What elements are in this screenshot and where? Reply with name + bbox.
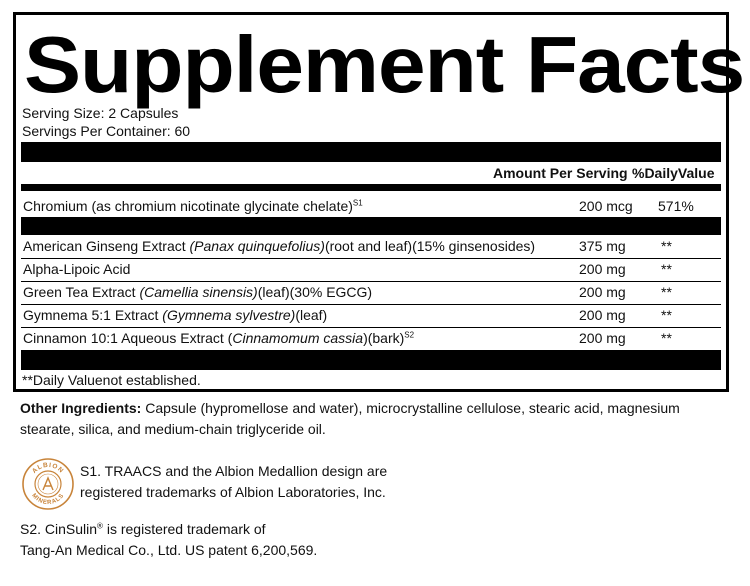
daily-value-footnote: **Daily Valuenot established.: [22, 372, 201, 388]
thick-divider-middle: [21, 217, 721, 235]
chromium-name: Chromium (as chromium nicotinate glycinate chelate)$^{S1}$: [23, 198, 363, 214]
other-ingredients: Other Ingredients: Capsule (hypromellose and water), microcrystalline cellulose, stearic acid, magnesium stearate, silica, and medium-chain triglyceride oil.: [20, 400, 680, 437]
other-ingredients-label: Other Ingredients:: [20, 400, 142, 416]
s1-trademark-note: S1. TRAACS and the Albion Medallion design are registered trademarks of Albion Laboratories, Inc.: [80, 463, 388, 500]
svg-text:MINERALS: MINERALS: [30, 492, 66, 507]
panel-title: Supplement Facts: [24, 20, 745, 109]
row-rule: [21, 327, 721, 328]
chromium-amount: 200 mcg: [579, 198, 633, 214]
row-rule: [21, 304, 721, 305]
s2-trademark-note: S2. CinSulin® is registered trademark of Tang-An Medical Co., Ltd. US patent 6,200,569.: [20, 521, 318, 558]
chromium-daily-value: 571%: [658, 198, 694, 214]
row-rule: [21, 281, 721, 282]
amount-per-serving-header: Amount Per Serving: [493, 165, 628, 181]
medium-divider-1: [21, 184, 721, 191]
row-rule: [21, 258, 721, 259]
thick-divider-top: [21, 142, 721, 162]
supplement-facts-panel: Supplement Facts Serving Size: 2 Capsules Servings Per Container: 60 Amount Per Serving %DailyValue Chromium (as chromium nicotinate glycinate chelate)$^{S1}$ 200 mcg 571% American Ginseng Extract (Panax quinquefolius)(root and leaf)(15% ginsenosides) 375 mg ** Alpha-Lipoic Acid 200 mg ** Green Tea Extract (Camellia sinensis)(leaf)(30% EGCG) 200 mg ** Gymnema 5:1 Extract (Gymnema sylvestre)(leaf) 200 mg ** Cinnamon 10:1 Aqueous Extract (Cinnamomum cassia)(bark)$^{S2}$ 200 mg ** **Daily Valuenot established.: [13, 12, 729, 392]
daily-value-header: %DailyValue: [632, 165, 715, 181]
serving-size: Serving Size: 2 Capsules: [22, 105, 179, 121]
albion-minerals-logo-icon: [22, 458, 74, 510]
svg-text:ALBION: ALBION: [30, 461, 66, 475]
servings-per-container: Servings Per Container: 60: [22, 123, 191, 139]
thick-divider-bottom: [21, 350, 721, 370]
